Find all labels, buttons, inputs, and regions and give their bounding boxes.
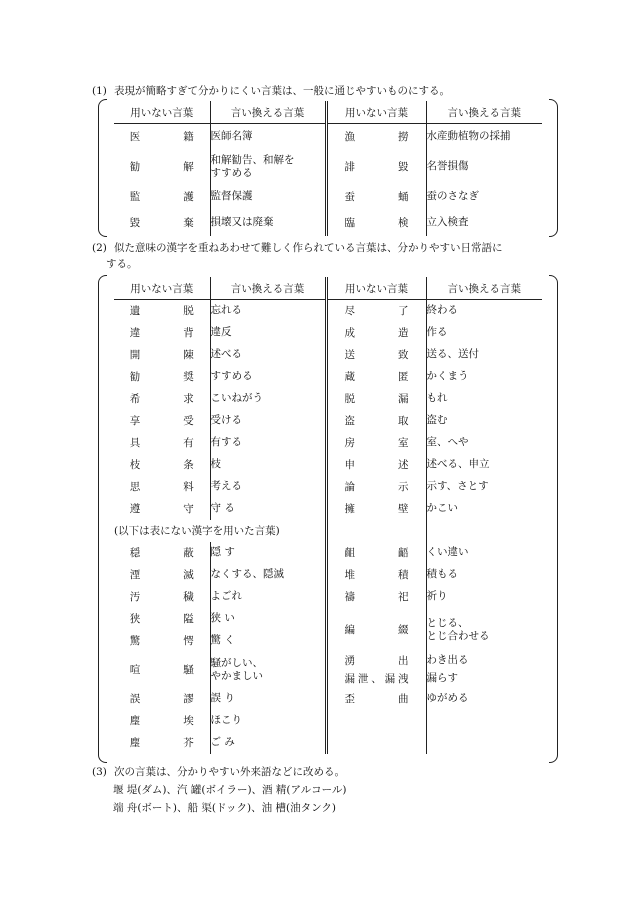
term-text: 遺脱 [129,305,194,318]
replacement-text: すすめる [210,370,253,382]
term-text: 勧解 [129,161,194,173]
replacement-cell [426,652,542,670]
replacement-text: わき出る [426,654,469,666]
term-cell [114,710,210,732]
term-text: 齟齬 [344,547,409,559]
column-header: 用いない言葉 [114,277,210,300]
replacement-cell [210,476,326,498]
section-1-text: 表現が簡略すぎて分かりにくい言葉は、一般に通じやすいものにする。 [114,85,450,97]
section-1-number: (1) [92,85,107,97]
term-cell [114,630,210,652]
replacement-cell [210,688,326,710]
table-row [114,732,542,754]
replacement-cell [426,322,542,344]
replacement-cell [210,542,326,564]
replacement-cell [210,586,326,608]
replacement-cell [426,210,542,236]
column-header: 用いない言葉 [326,277,426,300]
replacement-text: 積もる [426,568,458,580]
replacement-text: 作る [426,326,448,338]
replacement-text: 述べる、申立 [426,458,490,470]
term-cell [114,542,210,564]
replacement-text: 水産動植物の採捕 [426,130,511,143]
replacement-cell [210,454,326,476]
term-text: 盗取 [344,415,409,427]
section-2-heading-cont [106,257,138,271]
replacement-cell [210,344,326,366]
term-text: 湧出 [344,655,409,667]
term-text: 違背 [129,327,194,339]
term-text: 喧騒 [129,664,194,676]
replacement-cell [210,124,326,150]
replacement-cell [210,564,326,586]
term-text: 勧奨 [129,371,194,383]
table-row [114,150,542,184]
term-cell [114,210,210,236]
replacement-cell [426,388,542,410]
term-text: 監護 [129,191,194,203]
section-3-heading [92,765,345,779]
replacement-cell [210,184,326,210]
term-text: 漏泄、漏洩 [344,673,409,685]
replacement-cell [210,710,326,732]
term-cell [326,542,426,564]
replacement-text: 狭 い [210,612,235,624]
term-cell [114,388,210,410]
replacement-cell [210,732,326,754]
replacement-text: とじる、 [426,616,469,629]
term-cell [326,300,426,322]
term-cell [114,432,210,454]
table-row [114,652,542,670]
replacement-cell [210,608,326,630]
table-row [114,498,542,520]
term-text: 驚愕 [129,635,194,647]
replacement-text: 終わる [426,304,458,317]
term-text: 成造 [344,327,409,339]
section-3-line-2: 端 舟(ボート)、船 渠(ドック)、油 槽(油タンク) [113,802,336,814]
replacement-text: かくまう [426,370,469,382]
empty-cell [326,520,426,542]
empty-cell [326,710,426,732]
replacement-cell [426,688,542,710]
replacement-cell [210,652,326,688]
replacement-cell [210,388,326,410]
table-row [114,542,542,564]
term-text: 誹毀 [344,161,409,173]
replacement-text: やかましい [210,669,263,682]
term-text: 湮滅 [129,569,194,581]
column-header: 言い換える言葉 [210,101,326,124]
replacement-text: 監督保護 [210,190,253,202]
term-cell [326,608,426,652]
term-cell [326,322,426,344]
term-cell [326,454,426,476]
table-row [114,300,542,322]
table-row [114,608,542,630]
term-cell [326,564,426,586]
replacement-text: ご み [210,736,235,748]
empty-cell [426,520,542,542]
term-text: 編綴 [344,624,409,636]
table-row [114,344,542,366]
term-text: 狭隘 [129,613,194,625]
term-cell [114,564,210,586]
column-header: 言い換える言葉 [426,277,542,300]
term-cell [326,498,426,520]
replacement-cell [210,300,326,322]
term-text: 論示 [344,481,409,493]
term-text: 枝条 [129,459,194,471]
replacement-cell [426,476,542,498]
replacement-text: くい違い [426,546,469,558]
table-row [114,432,542,454]
section-2-number: (2) [92,242,107,254]
column-header: 言い換える言葉 [426,101,542,124]
term-cell [326,688,426,710]
term-cell [114,322,210,344]
replacement-text: 漏らす [426,672,458,684]
section-1-heading [92,84,450,98]
replacement-text: すすめる [210,166,253,179]
replacement-cell [210,366,326,388]
term-cell [326,432,426,454]
column-header: 言い換える言葉 [210,277,326,300]
table-row [114,210,542,236]
table-row [114,184,542,210]
replacement-cell [426,300,542,322]
replacement-cell [210,210,326,236]
term-cell [326,210,426,236]
table-row [114,322,542,344]
term-cell [114,344,210,366]
term-text: 漁撈 [344,131,409,144]
replacement-text: 述べる [210,348,242,360]
replacement-cell [210,410,326,432]
replacement-cell [426,366,542,388]
term-cell [326,344,426,366]
term-cell [114,652,210,688]
term-text: 誤謬 [129,693,194,705]
replacement-text: 考える [210,480,242,492]
replacement-text: 守 る [210,502,235,514]
term-text: 蔵匿 [344,371,409,383]
replacement-text: ほこり [210,714,242,726]
replacement-text: もれ [426,392,448,404]
term-text: 歪曲 [344,693,409,705]
empty-cell [326,732,426,754]
term-cell [326,652,426,670]
column-header: 用いない言葉 [326,101,426,124]
term-cell [326,150,426,184]
replacement-text: 祈り [426,590,448,602]
replacement-text: かこい [426,502,458,514]
term-text: 毀棄 [129,217,194,229]
replacement-cell [426,454,542,476]
term-text: 塵芥 [129,737,194,749]
term-cell [326,366,426,388]
table-row [114,388,542,410]
replacement-cell [426,542,542,564]
term-text: 申述 [344,459,409,471]
term-cell [326,586,426,608]
replacement-text: 受ける [210,414,242,426]
term-cell [114,150,210,184]
replacement-cell [210,432,326,454]
replacement-text: 立入検査 [426,216,469,228]
term-text: 房室 [344,437,409,449]
term-cell [114,476,210,498]
term-text: 医籍 [129,131,194,144]
section-2-text-cont: する。 [106,258,138,270]
term-cell [326,124,426,150]
term-text: 穏蔽 [129,547,194,559]
term-text: 塵埃 [129,715,194,727]
replacement-cell [210,630,326,652]
table-row [114,688,542,710]
term-text: 開陳 [129,349,194,361]
replacement-text: 医師名簿 [210,130,253,143]
term-text: 禱祀 [344,591,409,603]
term-text: 擁壁 [344,503,409,515]
empty-cell [426,710,542,732]
table-row [114,476,542,498]
replacement-text: ゆがめる [426,692,469,704]
replacement-text: よごれ [210,590,242,602]
term-cell [114,124,210,150]
term-text: 堆積 [344,569,409,581]
empty-cell [426,732,542,754]
replacement-cell [426,670,542,688]
term-text: 汚穢 [129,591,194,603]
section-3-number: (3) [92,766,107,778]
term-cell [114,608,210,630]
replacement-text: なくする、隠滅 [210,568,284,580]
note-text: (以下は表にない漢字を用いた言葉) [114,525,280,537]
replacement-text: とじ合わせる [426,629,490,642]
replacement-cell [426,184,542,210]
term-text: 蚕蛹 [344,191,409,203]
table-row [114,454,542,476]
replacement-text: 驚 く [210,634,235,646]
term-cell [114,688,210,710]
term-text: 具有 [129,437,194,449]
replacement-text: 誤 り [210,692,235,704]
term-cell [326,476,426,498]
table-1 [114,101,542,236]
replacement-cell [210,150,326,184]
term-text: 享受 [129,415,194,427]
term-text: 希求 [129,393,194,405]
section-2-text: 似た意味の漢字を重ねあわせて難しく作られている言葉は、分かりやすい日常語に [114,242,503,254]
replacement-cell [426,608,542,652]
replacement-text: 騒がしい、 [210,656,263,669]
table-row [114,564,542,586]
term-cell [114,498,210,520]
replacement-text: 隠 す [210,546,235,558]
term-cell [326,388,426,410]
table-2-header-row [114,277,542,300]
replacement-text: こいねがう [210,392,263,404]
term-cell [114,300,210,322]
column-header: 用いない言葉 [114,101,210,124]
replacement-cell [426,150,542,184]
replacement-cell [426,564,542,586]
table-2 [114,277,542,754]
section-2-heading [92,241,503,255]
replacement-text: 枝 [210,458,221,470]
term-cell [326,184,426,210]
section-3-line-1: 堰 堤(ダム)、汽 罐(ボイラー)、酒 精(アルコール) [113,784,347,796]
table-row [114,586,542,608]
term-text: 思料 [129,481,194,493]
term-cell [114,366,210,388]
term-text: 送致 [344,349,409,361]
replacement-text: 有する [210,436,242,448]
term-cell [114,184,210,210]
replacement-text: 損壊又は廃棄 [210,216,274,228]
replacement-cell [210,322,326,344]
replacement-text: 送る、送付 [426,348,479,360]
replacement-cell [426,498,542,520]
replacement-text: 示す、さとす [426,480,489,492]
term-cell [326,670,426,688]
term-text: 臨検 [344,217,409,229]
note-row [114,520,542,542]
replacement-cell [426,586,542,608]
term-cell [114,454,210,476]
replacement-text: 和解勧告、和解を [210,153,295,166]
term-cell [114,586,210,608]
table-1-header-row [114,101,542,124]
term-cell [114,732,210,754]
table-row [114,124,542,150]
term-cell [114,410,210,432]
term-text: 遵守 [129,503,194,515]
replacement-text: 蚕のさなぎ [426,190,479,202]
replacement-cell [210,498,326,520]
replacement-text: 名誉損傷 [426,160,469,172]
replacement-cell [426,344,542,366]
replacement-cell [426,124,542,150]
term-cell [326,410,426,432]
section-3-text: 次の言葉は、分かりやすい外来語などに改める。 [114,766,345,778]
replacement-cell [426,432,542,454]
term-text: 脱漏 [344,393,409,405]
replacement-cell [426,410,542,432]
term-text: 尽了 [344,305,409,318]
table-row [114,410,542,432]
replacement-text: 室、へや [426,436,469,448]
table-row [114,710,542,732]
replacement-text: 盗む [426,414,448,426]
table-row [114,366,542,388]
replacement-text: 忘れる [210,304,242,317]
replacement-text: 違反 [210,326,232,338]
